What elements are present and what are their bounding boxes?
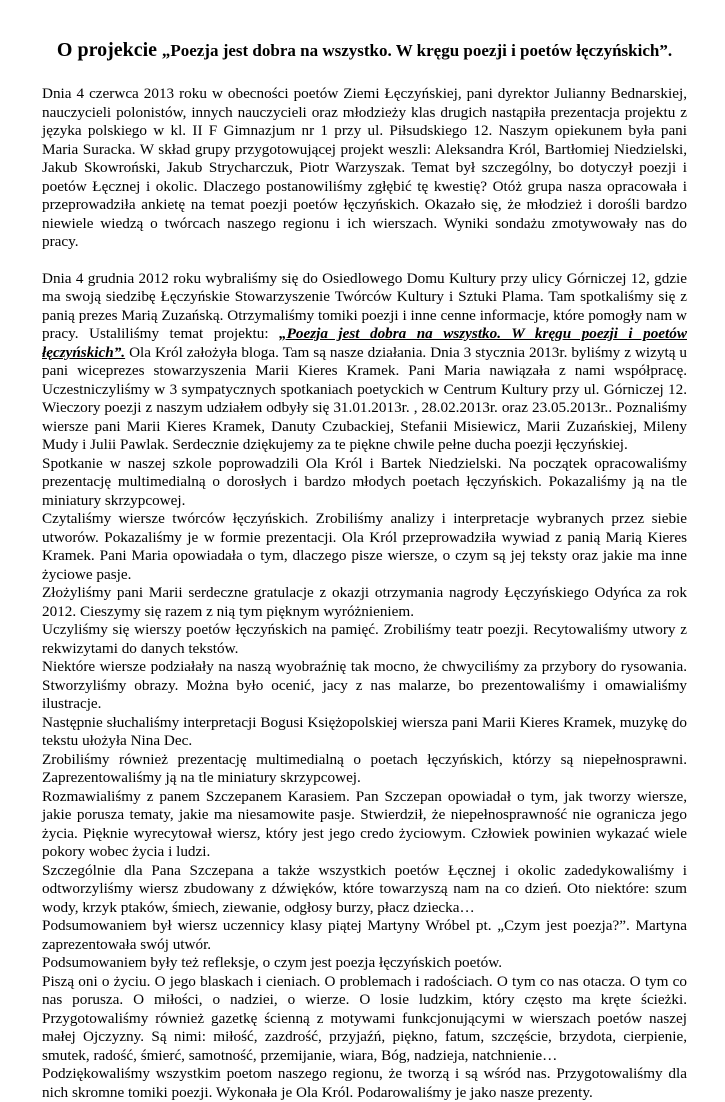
paragraph-disabled-poets: Zrobiliśmy również prezentację multimedialną o poetach łęczyńskich, którzy są niepełnosprawni. Zaprezentowaliśmy ją na tle miniatury skrzypcowej. <box>42 750 687 786</box>
paragraph-text: Ola Król założyła bloga. Tam są nasze działania. Dnia 3 stycznia 2013r. byliśmy z wizytą u pani wiceprezes stowarzyszenia Marii Kieres Kramek. Pani Maria nawiązała z nami współpracę. Uczestniczyliśmy w 3 sympatycznych spotkaniach poetyckich w Centrum Kultury przy ul. Górniczej 12. Wieczory poezji z naszym udziałem odbyły się 31.01.2013r. , 28.02.2013r. oraz 23.05.2013r.. Poznaliśmy wiersze pani Marii Kieres Kramek, Danuty Czubackiej, Stefanii Misiewicz, Marii Zuzańskiej, Mileny Mudy i Julii Pawlak. Serdecznie dziękujemy za te piękne chwile pełne ducha poezji łęczyńskiej. <box>42 343 687 453</box>
paragraph-poetry-theatre: Uczyliśmy się wierszy poetów łęczyńskich na pamięć. Zrobiliśmy teatr poezji. Recytowaliśmy utwory z rekwizytami do danych tekstów. <box>42 621 687 657</box>
paragraph-school-meeting: Spotkanie w naszej szkole poprowadzili Ola Król i Bartek Niedzielski. Na początek opracowaliśmy prezentację multimedialną o dorosłych i bardzo młodych poetach łęczyńskich. Pokazaliśmy ją na tle miniatury skrzypcowej. <box>42 454 687 509</box>
paragraph-themes: Piszą oni o życiu. O jego blaskach i cieniach. O problemach i radościach. O tym co nas otacza. O tym co nas porusza. O miłości, o nadziei, o wierze. O losie ludzkim, który często ma kręte ścieżki. Przygotowaliśmy również gazetkę ścienną z motywami funkcjonującymi w wierszach poetów naszej małej Ojczyzny. Są nimi: miłość, zazdrość, przyjaźń, piękno, fatum, szczęście, brzydota, cierpienie, smutek, radość, śmierć, samotność, przemijanie, wiara, Bóg, nadzieja, natchnienie… <box>42 972 687 1064</box>
paragraph-interpretation: Następnie słuchaliśmy interpretacji Bogusi Księżopolskiej wiersza pani Marii Kieres Kramek, muzykę do tekstu ułożyła Nina Dec. <box>42 713 687 749</box>
paragraph-sound-poem: Szczególnie dla Pana Szczepana a także wszystkich poetów Łęcznej i okolic zadedykowaliśmy i odtworzyliśmy wiersz zbudowany z dźwięków, które towarzyszą nam na co dzień. Oto niektóre: szum wody, krzyk ptaków, śmiech, ziewanie, odgłosy burzy, płacz dziecka… <box>42 861 687 916</box>
paragraph-presentation: Dnia 4 czerwca 2013 roku w obecności poetów Ziemi Łęczyńskiej, pani dyrektor Julianny Bednarskiej, nauczycieli polonistów, innych nauczycieli oraz młodzieży klas drugich nastąpiła prezentacja projektu z języka polskiego w kl. II F Gimnazjum nr 1 przy ul. Piłsudskiego 12. Naszym opiekunem była pani Maria Suracka. W skład grupy przygotowującej projekt weszli: Aleksandra Król, Bartłomiej Niedzielski, Jakub Skowroński, Jakub Strycharczuk, Piotr Warzyszak. Temat był szczególny, bo dotyczył poezji i poetów Łęcznej i okolic. Dlaczego postanowiliśmy zgłębić tę kwestię? Otóż grupa nasza opracowała i przeprowadziła ankietę na temat poezji poetów łęczyńskich. Okazało się, że młodzież i dorośli bardzo niewiele wiedzą o twórcach naszego regionu i ich wierszach. Wyniki sondażu zmotywowały nas do pracy. <box>42 85 687 250</box>
paragraph-congratulations: Złożyliśmy pani Marii serdeczne gratulacje z okazji otrzymania nagrody Łęczyńskiego Odyńca za rok 2012. Cieszymy się razem z nią tym pięknym wyróżnieniem. <box>42 584 687 620</box>
project-title-emphasis: „Poezja jest dobra na wszystko. W kręgu poezji i poetów łęczyńskich”. <box>42 325 687 361</box>
title-lead: O projekcie <box>56 39 158 61</box>
paragraph-paintings: Niektóre wiersze podziałały na naszą wyobraźnię tak mocno, że chwyciliśmy za przybory do rysowania. Stworzyliśmy obrazy. Można było ocenić, jacy z nas malarze, bo prezentowaliśmy i omawialiśmy ilustracje. <box>42 658 687 712</box>
paragraph-summary-poem: Podsumowaniem był wiersz uczennicy klasy piątej Martyny Wróbel pt. „Czym jest poezja?”. Martyna zaprezentowała swój utwór. <box>42 917 687 953</box>
paragraph-thanks: Podziękowaliśmy wszystkim poetom naszego regionu, że tworzą i są wśród nas. Przygotowaliśmy dla nich skromne tomiki poezji. Wykonała je Ola Król. Podarowaliśmy je jako nasze prezenty. <box>42 1065 687 1101</box>
paragraph-szczepan-karas: Rozmawialiśmy z panem Szczepanem Karasiem. Pan Szczepan opowiadał o tym, jak tworzy wiersze, jakie porusza tematy, jakie ma niesamowite pasje. Stwierdził, że niepełnosprawność nie ogranicza jego życia. Pięknie wyrecytował wiersz, który jest jego credo życiowym. Człowiek powinien wykazać wiele pokory wobec życia i ludzi. <box>42 787 687 860</box>
paragraph-reading-poems: Czytaliśmy wiersze twórców łęczyńskich. Zrobiliśmy analizy i interpretacje wybranych przez siebie utworów. Pokazaliśmy je w formie prezentacji. Ola Król przeprowadziła wywiad z panią Marią Kieres Kramek. Pani Maria opowiadała o tym, dlaczego pisze wiersze, o czym są jej teksty oraz jakie ma inne życiowe pasje. <box>42 510 687 583</box>
page-title <box>42 38 687 63</box>
paragraph-reflections: Podsumowaniem były też refleksje, o czym jest poezja łęczyńskich poetów. <box>42 954 502 971</box>
paragraph-cultural-center <box>42 270 687 455</box>
title-project-name: „Poezja jest dobra na wszystko. W kręgu poezji i poetów łęczyńskich”. <box>161 41 673 60</box>
paragraph-text: Dnia 4 grudnia 2012 roku wybraliśmy się do Osiedlowego Domu Kultury przy ulicy Górniczej 12, gdzie ma swoją siedzibę Łęczyńskie Stowarzyszenie Twórców Kultury i Sztuki Plama. Tam spotkaliśmy się z panią prezes Marią Zuzańską. Otrzymaliśmy tomiki poezji i inne cenne informacje, które pomogły nam w pracy. Ustaliliśmy temat projektu: <box>42 269 687 342</box>
